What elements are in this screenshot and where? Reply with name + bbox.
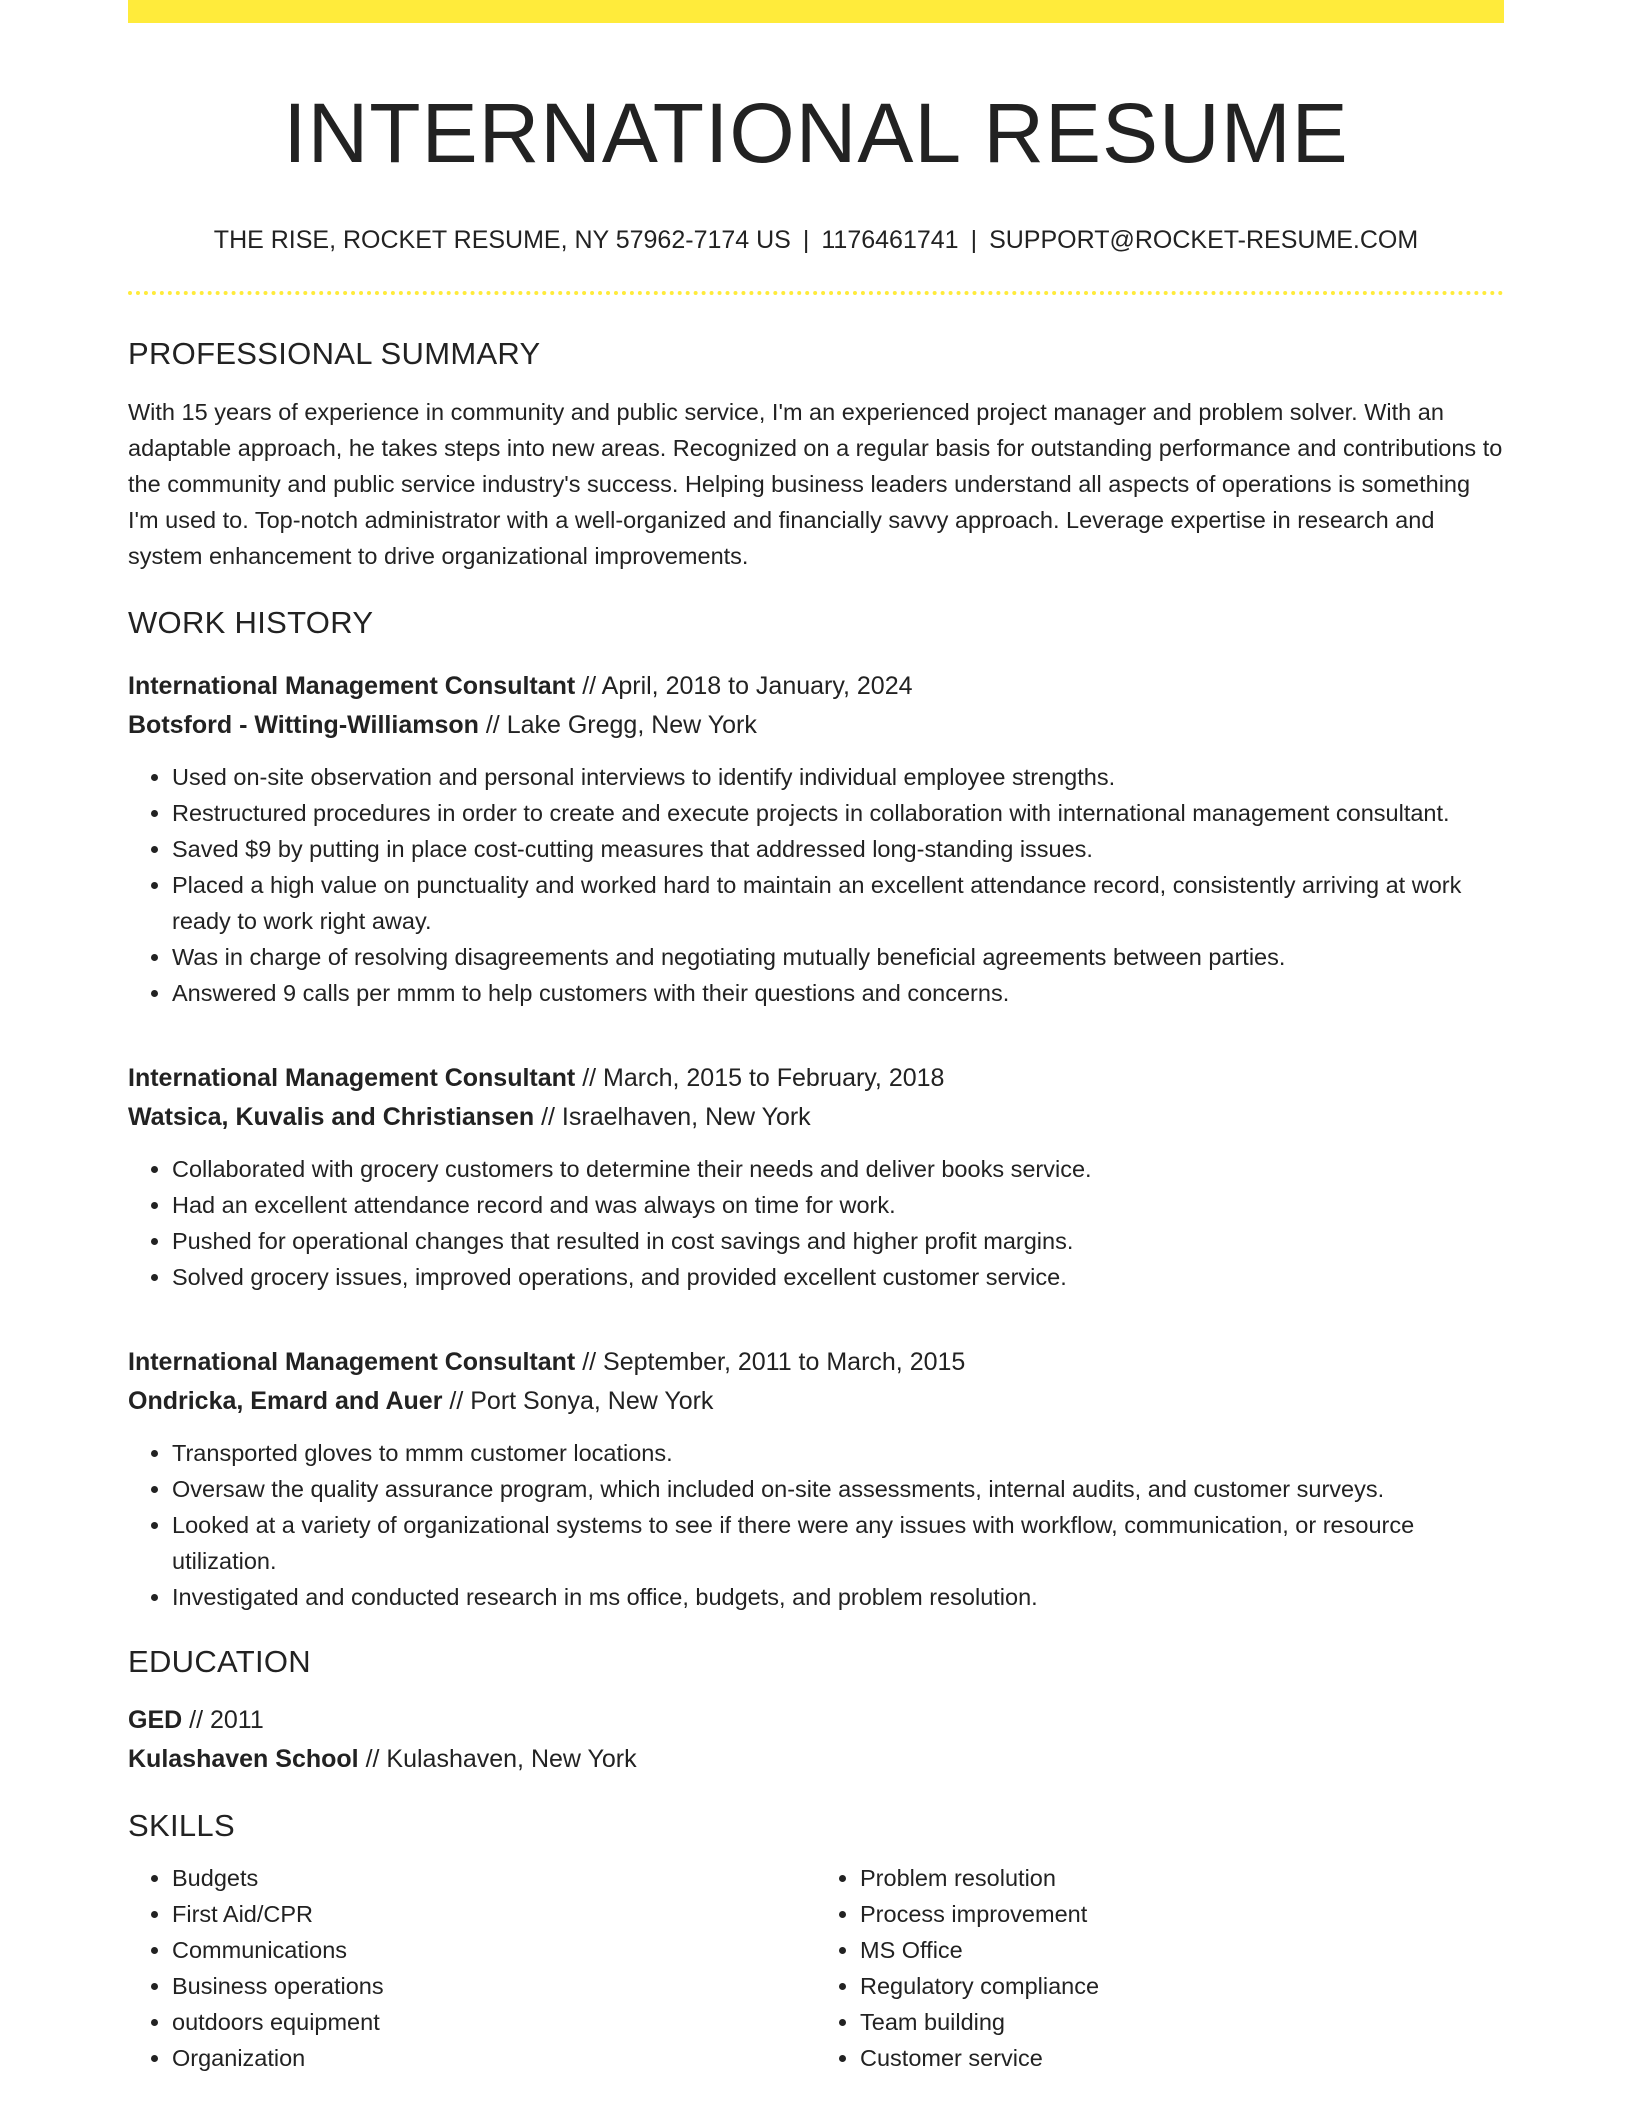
job-location: // Port Sonya, New York — [442, 1387, 714, 1416]
work-history-heading: WORK HISTORY — [128, 605, 374, 641]
contact-line — [128, 224, 1504, 257]
resume-page — [128, 0, 1504, 2076]
skill-item: • outdoors equipment — [172, 2004, 816, 2040]
education-entry — [128, 1701, 1504, 1779]
resume-name: INTERNATIONAL RESUME — [283, 86, 1349, 180]
contact-phone: 1176461741 — [821, 225, 959, 254]
job-role: International Management Consultant — [128, 672, 576, 701]
skills-left-column — [128, 1860, 816, 2076]
job-bullet: • Had an excellent attendance record and was always on time for work. — [172, 1187, 1504, 1223]
job-bullet: • Oversaw the quality assurance program, which included on-site assessments, internal audits, and customer surveys. — [172, 1471, 1504, 1507]
education-year: // 2011 — [182, 1705, 264, 1734]
job-bullets — [128, 759, 1504, 1011]
job-bullet: • Pushed for operational changes that resulted in cost savings and higher profit margins. — [172, 1223, 1504, 1259]
education-location: // Kulashaven, New York — [358, 1744, 637, 1773]
job-role: International Management Consultant — [128, 1348, 576, 1377]
job-bullet: • Collaborated with grocery customers to determine their needs and deliver books service. — [172, 1151, 1504, 1187]
job-role: International Management Consultant — [128, 1064, 576, 1093]
job-entry — [128, 1059, 1504, 1295]
education-degree: GED — [128, 1705, 183, 1734]
skill-item: • Budgets — [172, 1860, 816, 1896]
job-company: Botsford - Witting-Williamson — [128, 711, 479, 740]
skill-item: • Problem resolution — [860, 1860, 1504, 1896]
skills-columns — [128, 1860, 1504, 2076]
job-company-line — [128, 706, 1504, 745]
job-bullet: • Answered 9 calls per mmm to help customers with their questions and concerns. — [172, 975, 1504, 1011]
job-bullets — [128, 1435, 1504, 1615]
skill-item: • Business operations — [172, 1968, 816, 2004]
skill-item: • Communications — [172, 1932, 816, 1968]
job-bullets — [128, 1151, 1504, 1295]
job-bullet: • Was in charge of resolving disagreements and negotiating mutually beneficial agreements between parties. — [172, 939, 1504, 975]
job-company: Watsica, Kuvalis and Christiansen — [128, 1103, 535, 1132]
skill-item: • Regulatory compliance — [860, 1968, 1504, 2004]
job-location: // Israelhaven, New York — [534, 1103, 811, 1132]
education-school-line — [128, 1740, 1504, 1779]
education-heading: EDUCATION — [128, 1644, 311, 1680]
skill-item: • MS Office — [860, 1932, 1504, 1968]
job-company-line — [128, 1382, 1504, 1421]
job-title-line — [128, 667, 1504, 706]
dotted-divider — [128, 291, 1504, 295]
contact-address: THE RISE, ROCKET RESUME, NY 57962-7174 US — [213, 225, 791, 254]
job-entry — [128, 667, 1504, 1011]
job-bullet: • Transported gloves to mmm customer locations. — [172, 1435, 1504, 1471]
job-company: Ondricka, Emard and Auer — [128, 1387, 443, 1416]
summary-text: With 15 years of experience in community and public service, I'm an experienced project manager and problem solver. With an adaptable approach, he takes steps into new areas. Recognized on a regular basis for outstanding performance and contributions to the community and public service industry's success. Helping business leaders understand all aspects of operations is something I'm used to. Top-notch administrator with a well-organized and financially savvy approach. Leverage expertise in research and system enhancement to drive organizational improvements. — [128, 399, 1503, 570]
job-dates: // September, 2011 to March, 2015 — [575, 1348, 966, 1377]
job-company-line — [128, 1098, 1504, 1137]
job-dates: // April, 2018 to January, 2024 — [575, 672, 913, 701]
job-bullet: • Investigated and conducted research in ms office, budgets, and problem resolution. — [172, 1579, 1504, 1615]
job-title-line — [128, 1343, 1504, 1382]
skills-heading: SKILLS — [128, 1807, 235, 1843]
job-bullet: • Saved $9 by putting in place cost-cutting measures that addressed long-standing issues. — [172, 831, 1504, 867]
contact-separator: | — [802, 225, 810, 254]
skills-right-column — [816, 1860, 1504, 2076]
top-accent-bar — [128, 0, 1504, 23]
job-location: // Lake Gregg, New York — [478, 711, 757, 740]
summary-heading: PROFESSIONAL SUMMARY — [128, 336, 541, 372]
job-title-line — [128, 1059, 1504, 1098]
contact-separator: | — [970, 225, 978, 254]
job-bullet: • Used on-site observation and personal interviews to identify individual employee strengths. — [172, 759, 1504, 795]
education-school: Kulashaven School — [128, 1744, 359, 1773]
job-bullet: • Solved grocery issues, improved operations, and provided excellent customer service. — [172, 1259, 1504, 1295]
job-dates: // March, 2015 to February, 2018 — [575, 1064, 945, 1093]
job-entry — [128, 1343, 1504, 1615]
education-degree-line — [128, 1701, 1504, 1740]
skill-item: • First Aid/CPR — [172, 1896, 816, 1932]
skill-item: • Team building — [860, 2004, 1504, 2040]
job-bullet: • Restructured procedures in order to create and execute projects in collaboration with international management consultant. — [172, 795, 1504, 831]
job-bullet: • Placed a high value on punctuality and worked hard to maintain an excellent attendance record, consistently arriving at work ready to work right away. — [172, 867, 1504, 939]
skill-item: • Customer service — [860, 2040, 1504, 2076]
contact-email: SUPPORT@ROCKET-RESUME.COM — [989, 225, 1419, 254]
job-bullet: • Looked at a variety of organizational systems to see if there were any issues with workflow, communication, or resource utilization. — [172, 1507, 1504, 1579]
skill-item: • Organization — [172, 2040, 816, 2076]
skill-item: • Process improvement — [860, 1896, 1504, 1932]
